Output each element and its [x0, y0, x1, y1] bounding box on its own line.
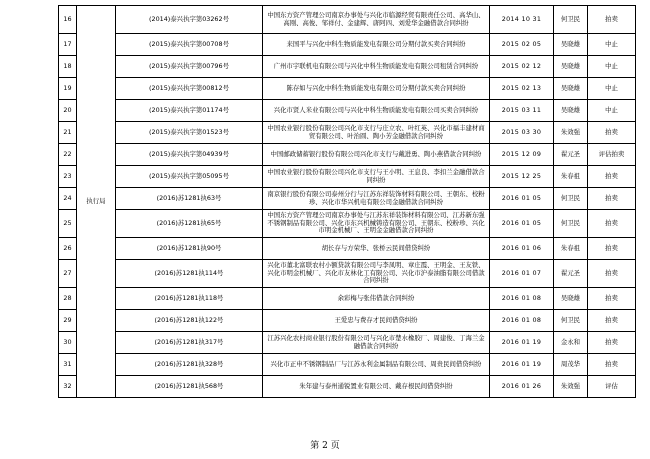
- case-number: (2015)泰兴执字第04939号: [116, 144, 263, 166]
- judge-name: 吴晓雄: [554, 78, 588, 100]
- filing-date: 2015 02 13: [490, 78, 554, 100]
- filing-date: 2015 12 25: [490, 166, 554, 188]
- parties-cell: 中国东方资产管理公司南京办事处与兴化市临源经贸有限责任公司、高华山、高刚、高俊、邹祥付、金建辉、唐阿四、刘爱华金融借款合同纠纷: [263, 6, 490, 34]
- status-cell: 拍卖: [588, 210, 636, 238]
- table-row: [59, 6, 636, 34]
- judge-name: 朱春祖: [554, 238, 588, 260]
- row-number: 23: [59, 166, 77, 188]
- case-number: (2016)苏1281执568号: [116, 376, 263, 398]
- case-number: (2015)泰兴执字第00708号: [116, 34, 263, 56]
- filing-date: 2016 01 07: [490, 260, 554, 288]
- table-row: [59, 188, 636, 210]
- status-cell: 拍卖: [588, 260, 636, 288]
- parties-cell: 朱年建与泰州通锐置业有限公司、戴存根民间借贷纠纷: [263, 376, 490, 398]
- row-number: 28: [59, 288, 77, 310]
- table-row: [59, 354, 636, 376]
- judge-name: 何卫民: [554, 210, 588, 238]
- status-cell: 中止: [588, 56, 636, 78]
- row-number: 32: [59, 376, 77, 398]
- parties-cell: 兴化市正申不锈钢制品厂与江苏永利金属制品有限公司、周贵民间借贷纠纷: [263, 354, 490, 376]
- table-row: [59, 100, 636, 122]
- filing-date: 2015 02 12: [490, 56, 554, 78]
- filing-date: 2015 12 09: [490, 144, 554, 166]
- judge-name: 何卫民: [554, 6, 588, 34]
- case-table: [58, 5, 636, 398]
- status-cell: 拍卖: [588, 354, 636, 376]
- case-number: (2016)苏1281执63号: [116, 188, 263, 210]
- case-number: (2015)泰兴执字第01174号: [116, 100, 263, 122]
- row-number: 24: [59, 188, 77, 210]
- filing-date: 2015 03 11: [490, 100, 554, 122]
- row-number: 30: [59, 332, 77, 354]
- judge-name: 吴晓雄: [554, 288, 588, 310]
- table-row: [59, 166, 636, 188]
- row-number: 16: [59, 6, 77, 34]
- parties-cell: 南京银行股份有限公司泰州分行与江苏东祥装饰材料有限公司、王朝东、校粉珍、兴化市华兴机电有限公司金融借款合同纠纷: [263, 188, 490, 210]
- status-cell: 拍卖: [588, 6, 636, 34]
- judge-name: 朱效强: [554, 376, 588, 398]
- status-cell: 拍卖: [588, 238, 636, 260]
- filing-date: 2014 10 31: [490, 6, 554, 34]
- filing-date: 2016 01 08: [490, 310, 554, 332]
- judge-name: 吴晓雄: [554, 56, 588, 78]
- case-number: (2015)泰兴执字第01523号: [116, 122, 263, 144]
- parties-cell: 陈存如与兴化中科生物质能发电有限公司分期付款买卖合同纠纷: [263, 78, 490, 100]
- filing-date: 2016 01 19: [490, 354, 554, 376]
- case-number: (2015)泰兴执字第00796号: [116, 56, 263, 78]
- parties-cell: 来国平与兴化中科生物质能发电有限公司分期付款买卖合同纠纷: [263, 34, 490, 56]
- parties-cell: 胡长存与方荣华、张桥云民间借贷纠纷: [263, 238, 490, 260]
- table-row: [59, 56, 636, 78]
- row-number: 17: [59, 34, 77, 56]
- status-cell: 拍卖: [588, 332, 636, 354]
- table-row: [59, 288, 636, 310]
- table-row: [59, 34, 636, 56]
- status-cell: 拍卖: [588, 188, 636, 210]
- case-number: (2016)苏1281执317号: [116, 332, 263, 354]
- table-row: [59, 376, 636, 398]
- parties-cell: 中国邮政储蓄银行股份有限公司兴化市支行与戴进勇、陶小燕借款合同纠纷: [263, 144, 490, 166]
- parties-cell: 王爱忠与费存才民间借贷纠纷: [263, 310, 490, 332]
- table-row: [59, 260, 636, 288]
- judge-name: 吴晓雄: [554, 34, 588, 56]
- case-number: (2015)泰兴执字第05095号: [116, 166, 263, 188]
- row-number: 19: [59, 78, 77, 100]
- parties-cell: 兴化市贤人米业有限公司与兴化中科生物质能发电有限公司买卖合同纠纷: [263, 100, 490, 122]
- judge-name: 何卫民: [554, 310, 588, 332]
- row-number: 21: [59, 122, 77, 144]
- filing-date: 2016 01 05: [490, 210, 554, 238]
- filing-date: 2016 01 08: [490, 288, 554, 310]
- filing-date: 2015 03 30: [490, 122, 554, 144]
- parties-cell: 兴化市董北富联农村小额贷款有限公司与李凤明、章庄霞、王明金、王友铁、兴化市明金机械厂、兴化市友林化工有限公司、兴化市沪泰油脂有限公司借款合同纠纷: [263, 260, 490, 288]
- status-cell: 拍卖: [588, 122, 636, 144]
- row-number: 26: [59, 238, 77, 260]
- filing-date: 2016 01 19: [490, 332, 554, 354]
- judge-name: 朱春祖: [554, 166, 588, 188]
- parties-cell: 余彩梅与张伟借款合同纠纷: [263, 288, 490, 310]
- row-number: 20: [59, 100, 77, 122]
- case-number: (2016)苏1281执90号: [116, 238, 263, 260]
- status-cell: 拍卖: [588, 310, 636, 332]
- row-number: 25: [59, 210, 77, 238]
- row-number: 27: [59, 260, 77, 288]
- parties-cell: 中国东方资产管理公司南京办事处与江苏东祥装饰材料有限公司、江苏新东强不锈钢制品有限公司、兴化市东兴机械铸造有限公司、王朝东、校粉珍、兴化市明金机械厂、王明金金融借款合同纠纷: [263, 210, 490, 238]
- filing-date: 2016 01 05: [490, 188, 554, 210]
- filing-date: 2016 01 26: [490, 376, 554, 398]
- table-row: [59, 78, 636, 100]
- judge-name: 朱效强: [554, 122, 588, 144]
- parties-cell: 中国农业银行股份有限公司兴化市支行与庄立农、叶红英、兴化市福丰建材商贸有限公司、叶治圆、陶小芳金融借款合同纠纷: [263, 122, 490, 144]
- row-number: 22: [59, 144, 77, 166]
- case-number: (2014)泰兴执字第03262号: [116, 6, 263, 34]
- filing-date: 2015 02 05: [490, 34, 554, 56]
- judge-name: 翟元圣: [554, 260, 588, 288]
- row-number: 18: [59, 56, 77, 78]
- case-number: (2015)泰兴执字第00812号: [116, 78, 263, 100]
- judge-name: 何卫民: [554, 188, 588, 210]
- status-cell: 中止: [588, 34, 636, 56]
- status-cell: 评估: [588, 376, 636, 398]
- case-table-body: [59, 6, 636, 398]
- table-row: [59, 310, 636, 332]
- judge-name: 翟元圣: [554, 144, 588, 166]
- judge-name: 金永和: [554, 332, 588, 354]
- judge-name: 吴晓雄: [554, 100, 588, 122]
- status-cell: 拍卖: [588, 288, 636, 310]
- parties-cell: 中国农业银行股份有限公司兴化市支行与王小明、王息良、李扣兰金融借款合同纠纷: [263, 166, 490, 188]
- case-number: (2016)苏1281执65号: [116, 210, 263, 238]
- case-number: (2016)苏1281执118号: [116, 288, 263, 310]
- case-number: (2016)苏1281执328号: [116, 354, 263, 376]
- table-row: [59, 144, 636, 166]
- page-number: 第 2 页: [310, 441, 340, 451]
- parties-cell: 广州市宇联机电有限公司与兴化中科生物质能发电有限公司租赁合同纠纷: [263, 56, 490, 78]
- judge-name: 周茂华: [554, 354, 588, 376]
- status-cell: 拍卖: [588, 166, 636, 188]
- status-cell: 评估拍卖: [588, 144, 636, 166]
- case-number: (2016)苏1281执122号: [116, 310, 263, 332]
- parties-cell: 江苏兴化农村商业银行股份有限公司与兴化市楚水橡胶厂、周建俊、丁海兰金融借款合同纠纷: [263, 332, 490, 354]
- unit-cell: 执行局: [77, 6, 116, 398]
- table-row: [59, 210, 636, 238]
- filing-date: 2016 01 06: [490, 238, 554, 260]
- status-cell: 中止: [588, 78, 636, 100]
- case-number: (2016)苏1281执114号: [116, 260, 263, 288]
- table-row: [59, 238, 636, 260]
- status-cell: 中止: [588, 100, 636, 122]
- table-row: [59, 332, 636, 354]
- table-row: [59, 122, 636, 144]
- row-number: 29: [59, 310, 77, 332]
- row-number: 31: [59, 354, 77, 376]
